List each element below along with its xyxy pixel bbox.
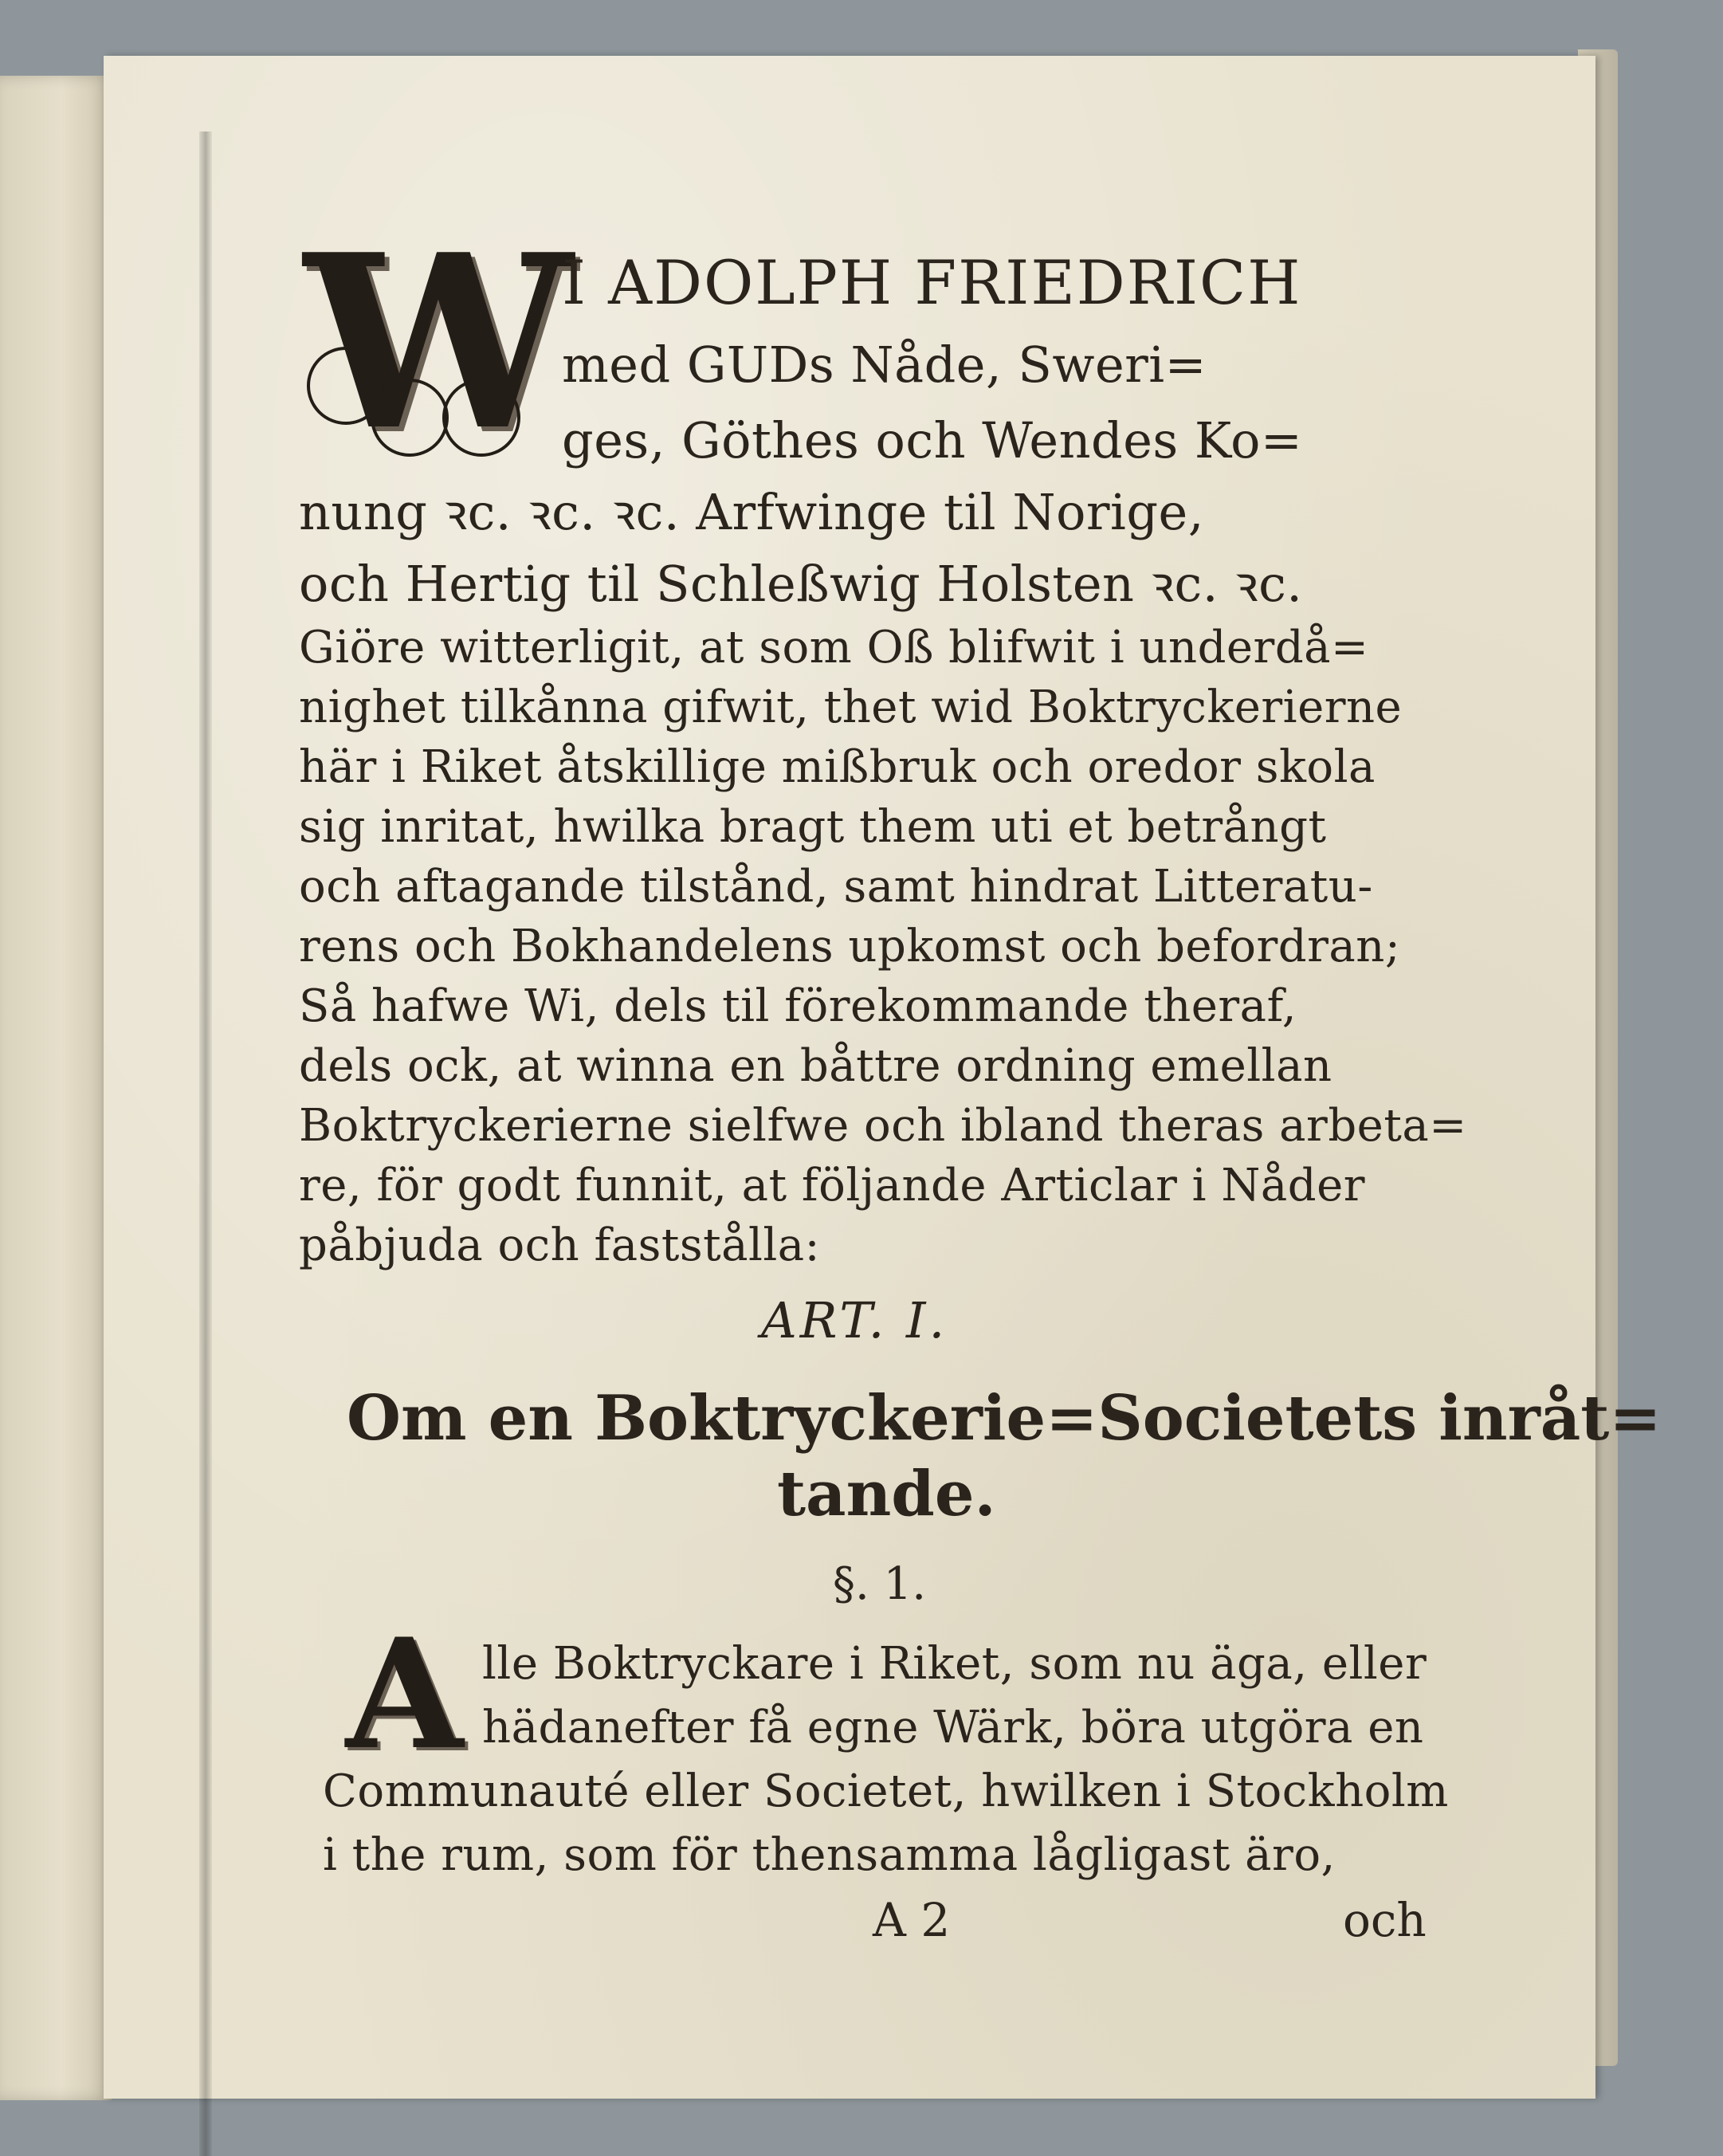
text-line: dels ock, at winna en båttre ordning emellan: [299, 1040, 1332, 1092]
article-label: ART. I.: [761, 1291, 948, 1349]
document-page: [104, 56, 1662, 2099]
book-gutter: [199, 132, 212, 2156]
text-line: ges, Göthes och Wendes Ko=: [562, 411, 1303, 469]
previous-page-edge: [0, 76, 112, 2100]
text-line: re, för godt funnit, at följande Articlar i Nåder: [299, 1160, 1366, 1212]
section-label: §. 1.: [833, 1558, 927, 1610]
signature-mark: A 2: [873, 1893, 951, 1947]
text-line: sig inritat, hwilka bragt them uti et betrångt: [299, 801, 1327, 853]
text-line: och aftagande tilstånd, samt hindrat Litteratu-: [299, 861, 1373, 913]
article-heading-line: Om en Boktryckerie=Societets inråt=: [347, 1382, 1662, 1455]
dropcap-flourish: [442, 379, 520, 457]
article-heading-line: tande.: [777, 1458, 996, 1530]
section-dropcap: [331, 1604, 478, 1783]
section-dropcap-letter: A: [345, 1604, 464, 1783]
text-line: Boktryckerierne sielfwe och ibland theras arbeta=: [299, 1100, 1467, 1152]
dropcap-flourish: [371, 379, 449, 457]
catchword: och: [1343, 1893, 1427, 1947]
text-line: Giöre witterligit, at som Oß blifwit i underdå=: [299, 622, 1369, 674]
text-line: och Hertig til Schleßwig Holsten ꝛc. ꝛc.: [299, 555, 1303, 613]
text-line: nung ꝛc. ꝛc. ꝛc. Arfwinge til Norige,: [299, 483, 1204, 541]
text-line: påbjuda och faststålla:: [299, 1219, 821, 1271]
text-line: med GUDs Nåde, Sweri=: [562, 336, 1207, 394]
text-line: nighet tilkånna gifwit, thet wid Boktryckerierne: [299, 681, 1403, 733]
text-line: lle Boktryckare i Riket, som nu äga, eller: [482, 1638, 1427, 1690]
king-name-line: I ADOLPH FRIEDRICH: [562, 247, 1302, 318]
text-line: hädanefter få egne Wärk, böra utgöra en: [482, 1702, 1424, 1753]
dropcap-letter: W: [304, 202, 541, 483]
text-line: i the rum, som för thensamma lågligast äro,: [323, 1829, 1336, 1881]
text-line: Så hafwe Wi, dels til förekommande theraf,: [299, 980, 1297, 1032]
text-line: Communauté eller Societet, hwilken i Stockholm: [323, 1765, 1449, 1817]
text-line: rens och Bokhandelens upkomst och befordran;: [299, 921, 1401, 972]
text-line: här i Riket åtskillige mißbruk och oredor skola: [299, 741, 1376, 793]
